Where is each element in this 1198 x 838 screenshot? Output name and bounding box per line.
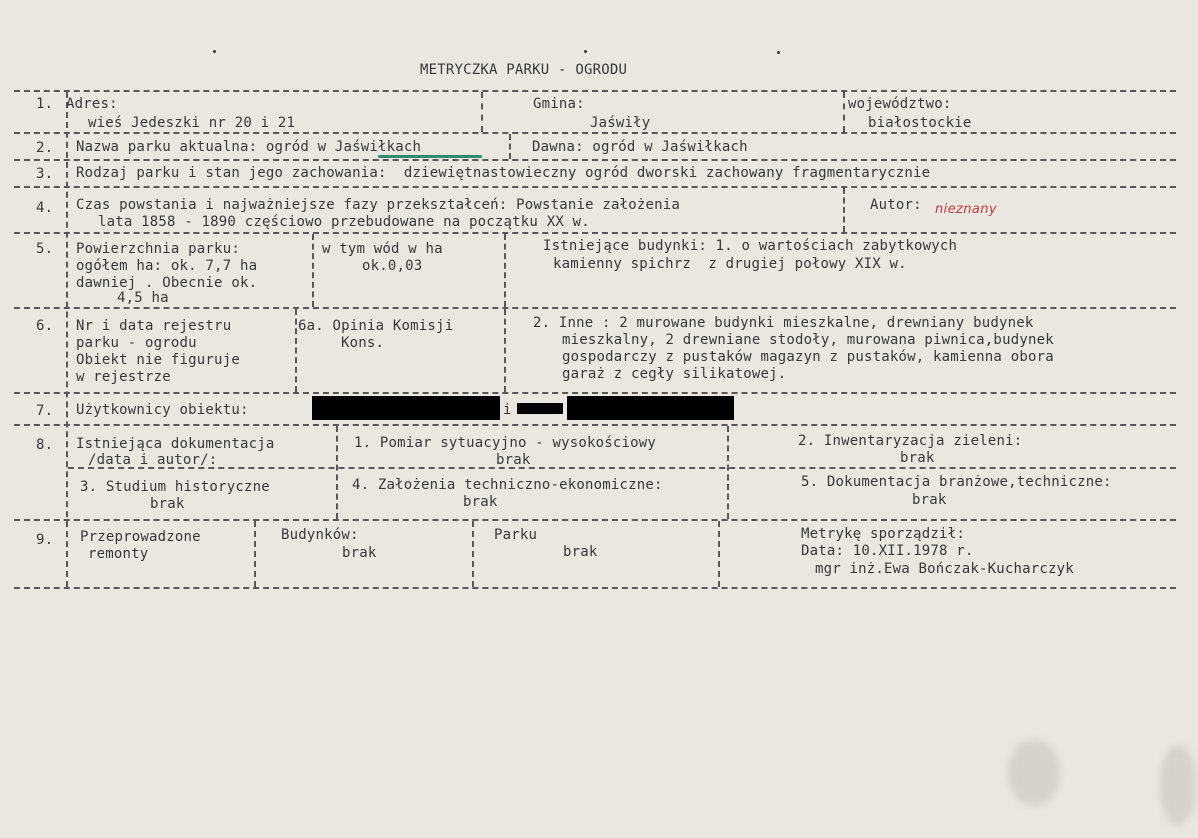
- rule-after-row8: [14, 519, 1176, 521]
- branch-docs-value: brak: [912, 492, 947, 508]
- opinion-line-2: Kons.: [341, 335, 385, 351]
- rule-after-row5: [14, 307, 1176, 309]
- rule-row4-autor: [843, 188, 845, 232]
- rule-row8-mid: [68, 467, 1176, 469]
- register-line-1: Nr i data rejestru: [76, 318, 232, 334]
- row4-number: 4.: [36, 200, 54, 216]
- row7-number: 7.: [36, 403, 54, 419]
- rule-row9-park: [472, 521, 474, 587]
- handwritten-underline: [378, 155, 482, 158]
- historic-study-label: 3. Studium historyczne: [80, 479, 270, 495]
- author-label: Autor:: [870, 197, 922, 213]
- rule-row1-woj: [843, 92, 845, 132]
- water-value: ok.0,03: [362, 258, 423, 274]
- other-buildings-line-1: 2. Inne : 2 murowane budynki mieszkalne, drewniany budynek: [533, 315, 1034, 331]
- history-line-2: lata 1858 - 1890 częściowo przebudowane na początku XX w.: [98, 214, 590, 230]
- rule-row5-wod: [312, 234, 314, 307]
- survey-value: brak: [496, 452, 531, 468]
- opinion-line-1: 6a. Opinia Komisji: [298, 318, 454, 334]
- repairs-label-2: remonty: [88, 546, 149, 562]
- historic-study-value: brak: [150, 496, 185, 512]
- rule-row2-dawna: [509, 134, 511, 159]
- gmina-label: Gmina:: [533, 96, 585, 112]
- scan-smudge: [1008, 740, 1060, 806]
- register-line-2: parku - ogrodu: [76, 335, 197, 351]
- address-label: Adres:: [66, 96, 118, 112]
- buildings-line-1: Istniejące budynki: 1. o wartościach zabytkowych: [543, 238, 958, 254]
- prepared-author: mgr inż.Ewa Bończak-Kucharczyk: [815, 561, 1074, 577]
- users-conjunction: i: [503, 402, 512, 418]
- greenery-label: 2. Inwentaryzacja zieleni:: [798, 433, 1023, 449]
- prepared-date: Data: 10.XII.1978 r.: [801, 543, 974, 559]
- tech-econ-label: 4. Założenia techniczno-ekonomiczne:: [352, 477, 663, 493]
- tech-econ-value: brak: [463, 494, 498, 510]
- scan-smudge: [1160, 745, 1196, 825]
- other-buildings-line-2: mieszkalny, 2 drewniane stodoły, murowana piwnica,budynek: [562, 332, 1054, 348]
- redaction-bar: [312, 396, 500, 420]
- area-line-2: ogółem ha: ok. 7,7 ha: [76, 258, 258, 274]
- water-label: w tym wód w ha: [322, 241, 443, 257]
- other-buildings-line-3: gospodarczy z pustaków magazyn z pustaków, kamienna obora: [562, 349, 1054, 365]
- rule-after-row6: [14, 392, 1176, 394]
- buildings-repairs-value: brak: [342, 545, 377, 561]
- buildings-repairs-label: Budynków:: [281, 527, 359, 543]
- former-name: Dawna: ogród w Jaświłkach: [532, 139, 748, 155]
- current-name: Nazwa parku aktualna: ogród w Jaświłkach: [76, 139, 422, 155]
- park-repairs-value: brak: [563, 544, 598, 560]
- register-line-4: w rejestrze: [76, 369, 171, 385]
- survey-label: 1. Pomiar sytuacyjno - wysokościowy: [354, 435, 657, 451]
- documentation-label-2: /data i autor/:: [88, 452, 218, 468]
- rule-after-row2: [14, 159, 1176, 161]
- redaction-bar-small: [517, 403, 563, 414]
- rule-row8-mid1: [336, 426, 338, 519]
- rule-after-row4: [14, 232, 1176, 234]
- rule-row6-inne: [504, 309, 506, 392]
- register-line-3: Obiekt nie figuruje: [76, 352, 240, 368]
- rule-top: [14, 90, 1176, 92]
- rule-row8-mid2: [727, 426, 729, 519]
- area-line-3: dawniej . Obecnie ok.: [76, 275, 258, 291]
- gmina-value: Jaświły: [590, 115, 651, 131]
- greenery-value: brak: [900, 450, 935, 466]
- row9-number: 9.: [36, 532, 54, 548]
- ink-speck: [777, 51, 780, 54]
- row1-number: 1.: [36, 96, 54, 112]
- repairs-label-1: Przeprowadzone: [80, 529, 201, 545]
- row8-number: 8.: [36, 437, 54, 453]
- row5-number: 5.: [36, 241, 54, 257]
- rule-row6-opinia: [295, 309, 297, 392]
- card-title: METRYCZKA PARKU - OGRODU: [420, 62, 628, 78]
- area-line-1: Powierzchnia parku:: [76, 241, 240, 257]
- rule-row5-bud: [504, 234, 506, 307]
- prepared-by-label: Metrykę sporządził:: [801, 526, 965, 542]
- ink-speck: [584, 50, 587, 53]
- area-line-4: 4,5 ha: [117, 290, 169, 306]
- ink-speck: [213, 50, 216, 53]
- rule-after-row9: [14, 587, 1176, 589]
- row3-number: 3.: [36, 166, 54, 182]
- author-handwritten: nieznany: [935, 202, 998, 217]
- users-label: Użytkownicy obiektu:: [76, 402, 249, 418]
- other-buildings-line-4: garaż z cegły silikatowej.: [562, 366, 787, 382]
- row6-number: 6.: [36, 318, 54, 334]
- voivodeship-label: województwo:: [848, 96, 952, 112]
- redaction-bar: [567, 396, 734, 420]
- rule-row9-sporz: [718, 521, 720, 587]
- rule-after-row1: [14, 132, 1176, 134]
- park-type-description: Rodzaj parku i stan jego zachowania: dziewiętnastowieczny ogród dworski zachowany fragmentarycznie: [76, 165, 931, 181]
- rule-after-row3: [14, 186, 1176, 188]
- rule-row1-gmina: [481, 92, 483, 132]
- history-line-1: Czas powstania i najważniejsze fazy przekształceń: Powstanie założenia: [76, 197, 681, 213]
- rule-after-row7: [14, 424, 1176, 426]
- buildings-line-2: kamienny spichrz z drugiej połowy XIX w.: [553, 256, 907, 272]
- voivodeship-value: białostockie: [868, 115, 972, 131]
- documentation-label-1: Istniejąca dokumentacja: [76, 436, 275, 452]
- rule-row9-bud: [254, 521, 256, 587]
- address-value: wieś Jedeszki nr 20 i 21: [88, 115, 296, 131]
- row2-number: 2.: [36, 140, 54, 156]
- park-repairs-label: Parku: [494, 527, 538, 543]
- rule-num-column: [66, 92, 68, 587]
- branch-docs-label: 5. Dokumentacja branżowe,techniczne:: [801, 474, 1112, 490]
